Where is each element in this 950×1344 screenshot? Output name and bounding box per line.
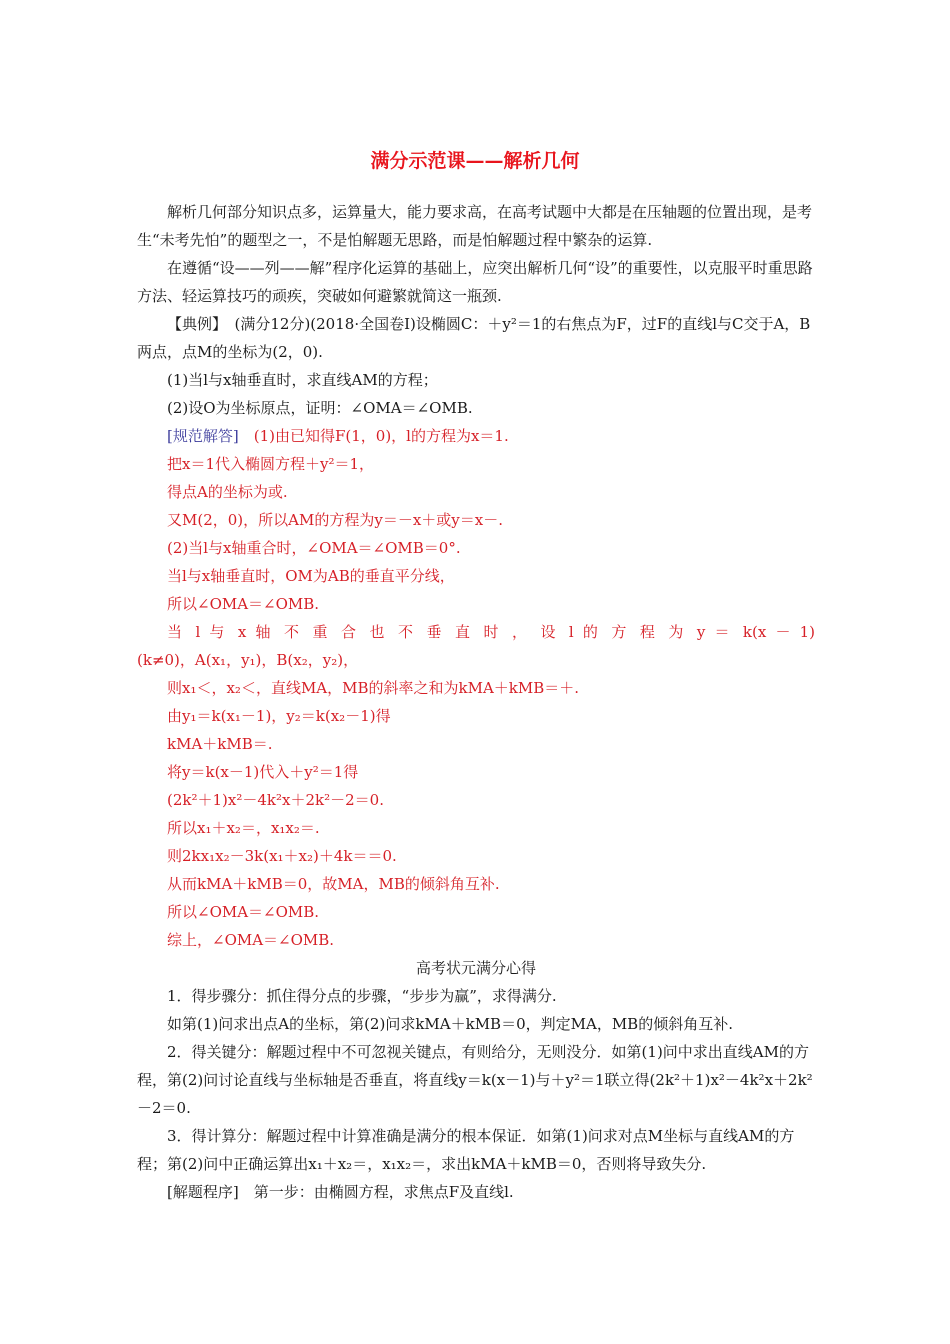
experience-item-1-detail: 如第(1)问求出点A的坐标，第(2)问求kMA＋kMB＝0，判定MA，MB的倾斜角互补. xyxy=(167,1015,733,1033)
solution-line: 则x₁＜，x₂＜，直线MA，MB的斜率之和为kMA＋kMB＝＋. xyxy=(167,679,580,697)
solution-line: 当l与x轴垂直时，OM为AB的垂直平分线， xyxy=(167,567,455,585)
solution-line: 得点A的坐标为或. xyxy=(167,483,288,501)
experience-item-2: 2．得关键分：解题过程中不可忽视关键点，有则给分，无则没分．如第(1)问中求出直线AM的方程，第(2)问讨论直线与坐标轴是否垂直，将直线y＝k(x－1)与＋y²＝1联立得(2k²＋1)x²－4k²x＋2k²－2＝0. xyxy=(137,1043,813,1117)
solution-line: 所以∠OMA＝∠OMB. xyxy=(167,903,320,921)
experience-item-3: 3．得计算分：解题过程中计算准确是满分的根本保证．如第(1)问求对点M坐标与直线AM的方程；第(2)问中正确运算出x₁＋x₂＝，x₁x₂＝，求出kMA＋kMB＝0，否则将导致失分. xyxy=(137,1127,795,1173)
document-body xyxy=(137,198,815,1206)
solution-line: (1)由已知得F(1，0)，l的方程为x＝1. xyxy=(238,427,509,445)
solution-line: 所以∠OMA＝∠OMB. xyxy=(167,595,320,613)
experience-item-1: 1．得步骤分：抓住得分点的步骤，“步步为赢”，求得满分. xyxy=(167,987,557,1005)
example-question-2: (2)设O为坐标原点，证明：∠OMA＝∠OMB. xyxy=(167,399,473,417)
solution-line: kMA＋kMB＝. xyxy=(167,735,273,753)
solution-line: 综上，∠OMA＝∠OMB. xyxy=(167,931,335,949)
solution-block xyxy=(137,450,815,954)
page-title: 满分示范课——解析几何 xyxy=(370,150,580,172)
solution-line: 又M(2，0)，所以AM的方程为y＝－x＋或y＝x－. xyxy=(167,511,503,529)
solution-line: (2k²＋1)x²－4k²x＋2k²－2＝0. xyxy=(167,791,384,809)
solution-line: 则2kx₁x₂－3k(x₁＋x₂)＋4k＝＝0. xyxy=(167,847,397,865)
solution-line: 将y＝k(x－1)代入＋y²＝1得 xyxy=(167,763,359,781)
solution-line: (k≠0)，A(x₁，y₁)，B(x₂，y₂)， xyxy=(137,651,359,669)
experience-heading: 高考状元满分心得 xyxy=(415,959,536,977)
intro-paragraph-1: 解析几何部分知识点多，运算量大，能力要求高，在高考试题中大都是在压轴题的位置出现，是考生“未考先怕”的题型之一，不是怕解题无思路，而是怕解题过程中繁杂的运算. xyxy=(137,203,813,249)
solution-line: 从而kMA＋kMB＝0，故MA，MB的倾斜角互补. xyxy=(167,875,500,893)
example-problem: 【典例】 (满分12分)(2018·全国卷Ⅰ)设椭圆C：＋y²＝1的右焦点为F，过F的直线l与C交于A，B两点，点M的坐标为(2，0). xyxy=(137,315,811,361)
solution-line: (2)当l与x轴重合时，∠OMA＝∠OMB＝0°. xyxy=(167,539,461,557)
solution-line: 当 l 与 x 轴 不 重 合 也 不 垂 直 时 ， 设 l 的 方 程 为 y ＝ k(x － 1) xyxy=(167,623,815,641)
solution-line: 所以x₁＋x₂＝，x₁x₂＝. xyxy=(167,819,320,837)
intro-paragraph-2: 在遵循“设——列——解”程序化运算的基础上，应突出解析几何“设”的重要性，以克服平时重思路方法、轻运算技巧的顽疾，突破如何避繁就简这一瓶颈. xyxy=(137,259,813,305)
solution-first-line xyxy=(137,422,815,450)
example-question-1: (1)当l与x轴垂直时，求直线AM的方程； xyxy=(167,371,438,389)
procedure-line: [解题程序] 第一步：由椭圆方程，求焦点F及直线l. xyxy=(167,1183,514,1201)
solution-tag: [规范解答] xyxy=(167,427,239,445)
solution-line: 把x＝1代入椭圆方程＋y²＝1， xyxy=(167,455,375,473)
solution-line: 由y₁＝k(x₁－1)，y₂＝k(x₂－1)得 xyxy=(167,707,391,725)
